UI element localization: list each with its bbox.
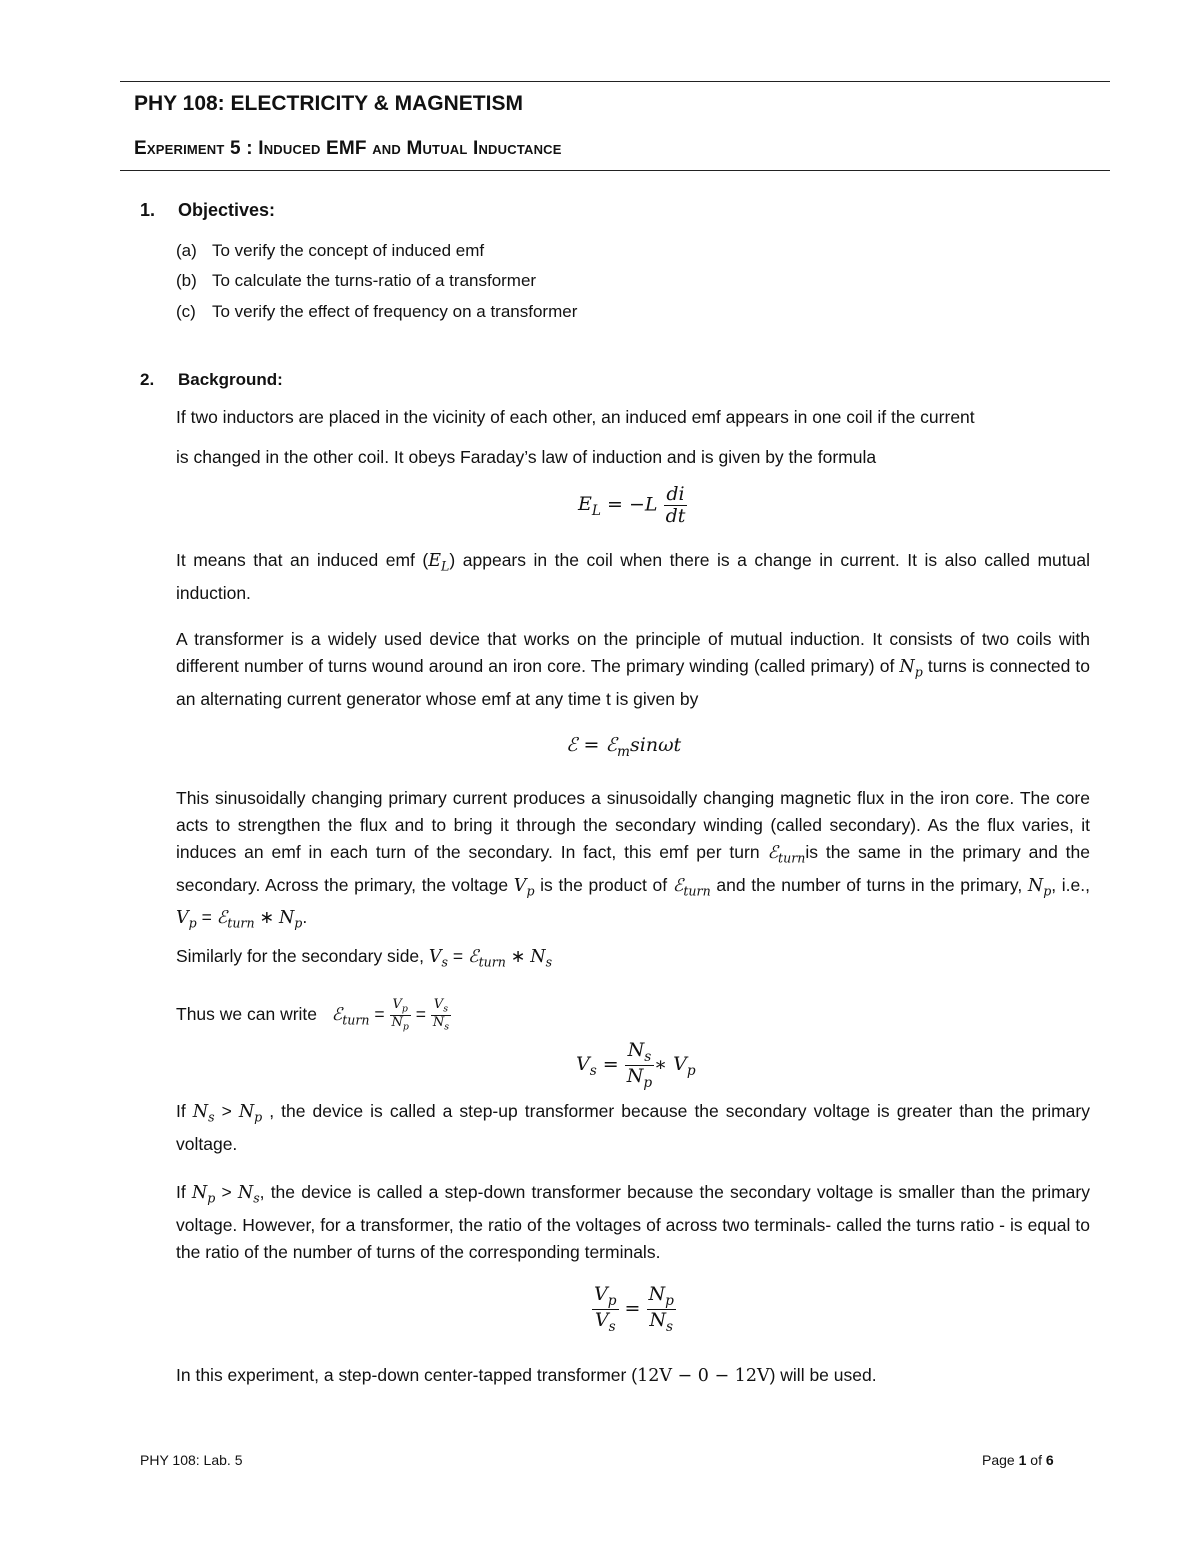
section-number: 2. <box>140 370 155 389</box>
paragraph-line: In this experiment, a step-down center-tapped transformer (12V − 0 − 12V) will be used. <box>176 1365 877 1386</box>
paragraph: This sinusoidally changing primary current produces a sinusoidally changing magnetic flux in the iron core. The core acts to strengthen the flux and to bring it through the secondary winding (called secondary). As the flux varies, it induces an emf in each turn of the secondary. In fact, this emf per turn ℰ$_{turn}$is the same in the primary and the secondary. Across the primary, the voltage $V_p$ is the product of ℰ$_{turn}$ and the number of turns in the primary, $N_p$, i.e., $V_p$ = ℰ$_{turn}$ ∗ $N_p$. <box>176 788 1090 931</box>
objective-item: (a) To verify the concept of induced emf <box>176 241 485 260</box>
paragraph: A transformer is a widely used device that works on the principle of mutual induction. It consists of two coils with different number of turns wound around an iron core. The primary winding (called primary) of $N_p$ turns is connected to an alternating current generator whose emf at any time t is given by <box>176 629 1091 709</box>
section-title: Objectives: <box>178 200 276 220</box>
top-rule <box>120 81 1110 82</box>
paragraph: If $N_p > N_s$, the device is called a step-down transformer because the secondary voltage is smaller than the primary voltage. However, for a transformer, the ratio of the voltages of across two terminals- called the turns ratio - is equal to the ratio of the number of turns of the corresponding terminals. <box>176 1182 1090 1262</box>
equation-emf: ℰ = ℰ$_m$sinωt <box>566 734 682 760</box>
paragraph-line: If two inductors are placed in the vicinity of each other, an induced emf appears in one coil if the current <box>176 407 975 427</box>
paragraph: If $N_s > N_p$ , the device is called a step-up transformer because the secondary voltage is greater than the primary voltage. <box>176 1101 1090 1154</box>
paragraph-line: is changed in the other coil. It obeys Faraday’s law of induction and is given by the formula <box>176 447 877 467</box>
page-number: Page 1 of 6 <box>982 1452 1054 1468</box>
objective-item: (b) To calculate the turns-ratio of a transformer <box>176 271 537 290</box>
objectives-heading <box>140 200 275 221</box>
footer-left: PHY 108: Lab. 5 <box>140 1452 243 1468</box>
background-heading <box>140 370 283 390</box>
objective-item: (c) To verify the effect of frequency on a transformer <box>176 302 578 321</box>
equation-turns-ratio: $\frac{V_p}{V_s}$ = $\frac{N_p}{N_s}$ <box>594 1283 674 1335</box>
paragraph-line: Similarly for the secondary side, $V_s$ = ℰ$_{turn}$ ∗ $N_s$ <box>176 946 553 970</box>
section-number: 1. <box>140 200 156 220</box>
paragraph: It means that an induced emf $(E_L)$ appears in the coil when there is a change in current. It is also called mutual induction. <box>176 550 1090 603</box>
paragraph-line: Thus we can write ℰ$_{turn}$ = $\frac{V_p}{N_p}$ = $\frac{V_s}{N_s}$ <box>176 997 449 1033</box>
experiment-title: Experiment 5 : Induced EMF and Mutual Inductance <box>134 138 562 159</box>
course-title: PHY 108: ELECTRICITY & MAGNETISM <box>134 92 523 115</box>
section-title: Background: <box>178 370 283 389</box>
header-bottom-rule <box>120 170 1110 171</box>
equation-faraday: $E_L = -L$ $\frac{di}{dt}$ <box>578 483 686 527</box>
equation-vs: $V_s$ = $\frac{N_s}{N_p}$ ∗ $V_p$ <box>576 1039 696 1091</box>
